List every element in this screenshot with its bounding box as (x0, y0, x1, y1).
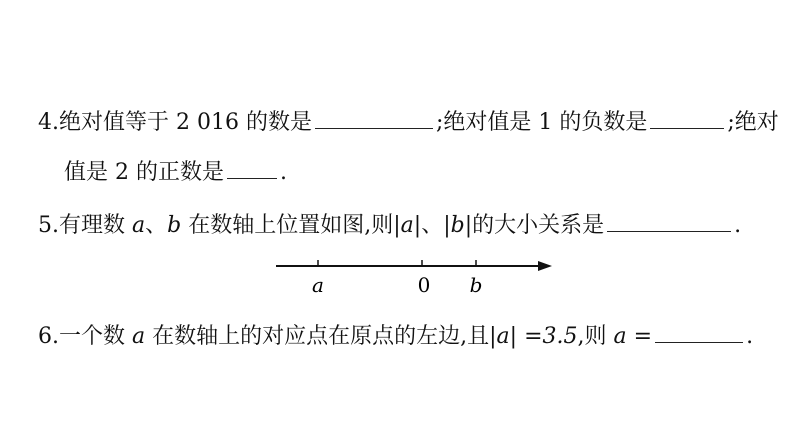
abs-expression: |a| =3.5 (489, 324, 578, 349)
label-0: 0 (417, 273, 431, 296)
question-text: 在数轴上位置如图,则 (188, 213, 394, 238)
answer-blank[interactable] (655, 320, 743, 343)
question-5-line (38, 209, 741, 241)
question-text: ;绝对值是 1 的负数是 (435, 110, 648, 135)
abs-a: |a| (393, 213, 422, 238)
variable-a: a (132, 213, 146, 238)
question-text: ;绝对 (727, 110, 779, 135)
label-b: b (469, 273, 483, 296)
label-a: a (312, 273, 324, 296)
question-text: 在数轴上的对应点在原点的左边,且 (152, 324, 490, 349)
answer-blank[interactable] (650, 106, 724, 129)
arrow-icon (538, 261, 552, 271)
question-end: . (734, 213, 742, 238)
question-end: . (746, 324, 754, 349)
answer-blank[interactable] (315, 106, 433, 129)
variable-a: a (613, 324, 627, 349)
question-4-line-2 (64, 156, 287, 188)
separator: 、 (421, 213, 444, 238)
question-text: 有理数 (59, 213, 126, 238)
answer-blank[interactable] (227, 156, 277, 179)
equals-sign: = (626, 324, 653, 349)
variable-b: b (167, 213, 182, 238)
question-text: 一个数 (59, 324, 126, 349)
question-text: 值是 2 的正数是 (64, 160, 224, 185)
question-number: 6. (38, 324, 59, 349)
question-6-line (38, 320, 753, 352)
question-text: ,则 (577, 324, 607, 349)
question-number: 4. (38, 110, 59, 135)
question-text: 绝对值等于 2 016 的数是 (59, 110, 312, 135)
answer-blank[interactable] (607, 209, 731, 232)
variable-a: a (132, 324, 146, 349)
question-text: 的大小关系是 (472, 213, 605, 238)
separator: 、 (145, 213, 168, 238)
question-end: . (279, 160, 287, 185)
question-4-line-1 (38, 106, 779, 138)
question-number: 5. (38, 213, 59, 238)
number-line (270, 248, 560, 296)
abs-b: |b| (443, 213, 473, 238)
